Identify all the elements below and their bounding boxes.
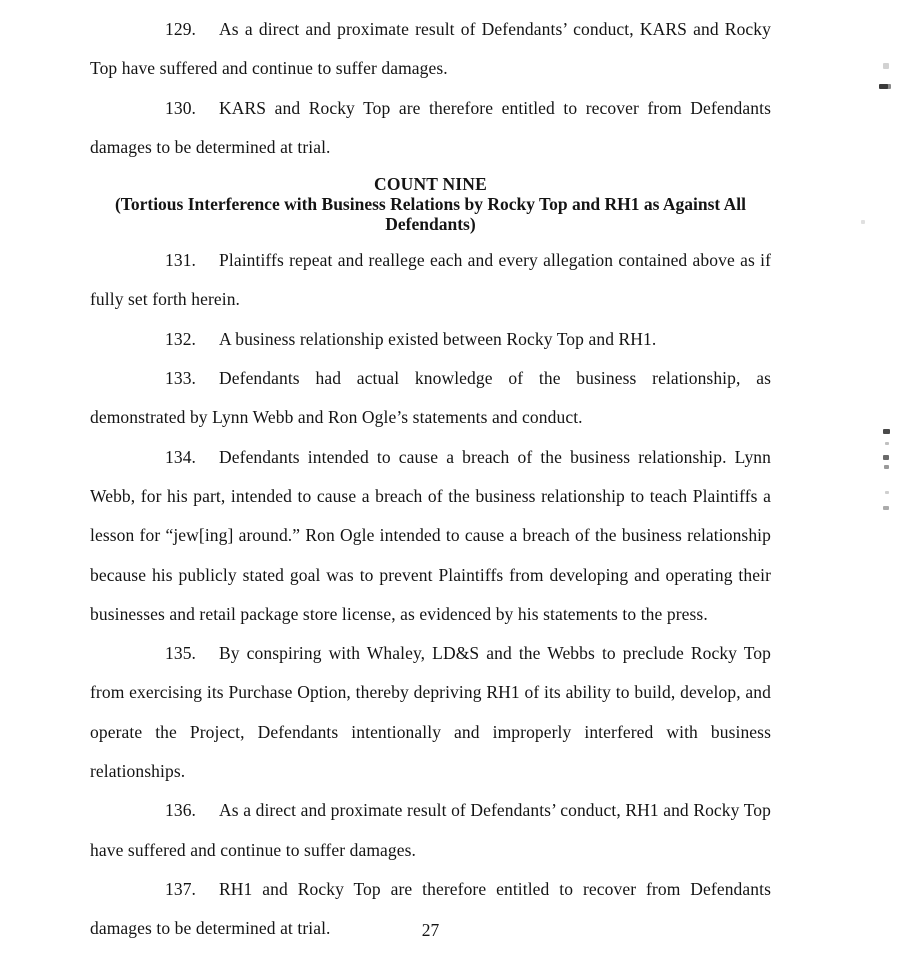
paragraph-129 bbox=[90, 10, 771, 89]
paragraph-number: 136. bbox=[165, 800, 197, 821]
paragraph-text: As a direct and proximate result of Defendants’ conduct, KARS and Rocky Top have suffered and continue to suffer damages. bbox=[90, 19, 771, 79]
paragraph-132 bbox=[90, 320, 771, 359]
paragraph-text: A business relationship existed between Rocky Top and RH1. bbox=[219, 328, 657, 349]
count-subtitle: (Tortious Interference with Business Relations by Rocky Top and RH1 as Against All Defendants) bbox=[114, 194, 747, 235]
paragraph-text: By conspiring with Whaley, LD&S and the Webbs to preclude Rocky Top from exercising its Purchase Option, thereby depriving RH1 of its ability to build, develop, and operate the Project, Defendants intentionally and improperly interfered with business relationships. bbox=[90, 643, 771, 782]
paragraph-136 bbox=[90, 791, 771, 870]
paragraph-number: 137. bbox=[165, 878, 197, 899]
paragraph-number: 132. bbox=[165, 328, 197, 349]
paragraph-number: 134. bbox=[165, 446, 197, 467]
scan-artifact bbox=[885, 442, 889, 445]
paragraph-131 bbox=[90, 241, 771, 320]
scan-artifact bbox=[861, 220, 865, 224]
count-title: COUNT NINE bbox=[373, 174, 487, 195]
scan-artifact bbox=[884, 465, 889, 469]
paragraph-number: 131. bbox=[165, 250, 197, 271]
paragraph-134 bbox=[90, 438, 771, 634]
scan-artifact bbox=[883, 63, 889, 69]
paragraph-text: Defendants intended to cause a breach of the business relationship. Lynn Webb, for his part, intended to cause a breach of the business relationship to teach Plaintiffs a lesson for “jew[ing] around.” Ron Ogle intended to cause a breach of the business relationship because his publicly stated goal was to prevent Plaintiffs from developing and operating their businesses and retail package store license, as evidenced by his statements to the press. bbox=[90, 446, 771, 624]
paragraph-number: 129. bbox=[165, 19, 197, 39]
document-text-block bbox=[90, 0, 771, 949]
scan-artifact bbox=[883, 455, 889, 460]
paragraph-text: Defendants had actual knowledge of the business relationship, as demonstrated by Lynn Webb and Ron Ogle’s statements and conduct. bbox=[90, 368, 771, 428]
paragraph-number: 133. bbox=[165, 368, 197, 389]
count-heading bbox=[90, 174, 771, 234]
paragraph-130 bbox=[90, 89, 771, 168]
paragraph-number: 130. bbox=[165, 97, 197, 118]
paragraph-text: KARS and Rocky Top are therefore entitled to recover from Defendants damages to be determined at trial. bbox=[90, 97, 771, 157]
paragraph-number: 135. bbox=[165, 643, 197, 664]
paragraph-text: As a direct and proximate result of Defendants’ conduct, RH1 and Rocky Top have suffered and continue to suffer damages. bbox=[90, 800, 771, 860]
paragraph-133 bbox=[90, 359, 771, 438]
paragraph-text: Plaintiffs repeat and reallege each and every allegation contained above as if fully set forth herein. bbox=[90, 250, 771, 310]
scan-artifact bbox=[885, 491, 889, 494]
page-number: 27 bbox=[421, 920, 440, 940]
scan-artifact bbox=[879, 84, 888, 89]
scan-artifact bbox=[883, 429, 890, 434]
scan-artifact bbox=[883, 506, 889, 510]
paragraph-text: RH1 and Rocky Top are therefore entitled to recover from Defendants damages to be determined at trial. bbox=[90, 878, 771, 939]
paragraph-135 bbox=[90, 634, 771, 791]
